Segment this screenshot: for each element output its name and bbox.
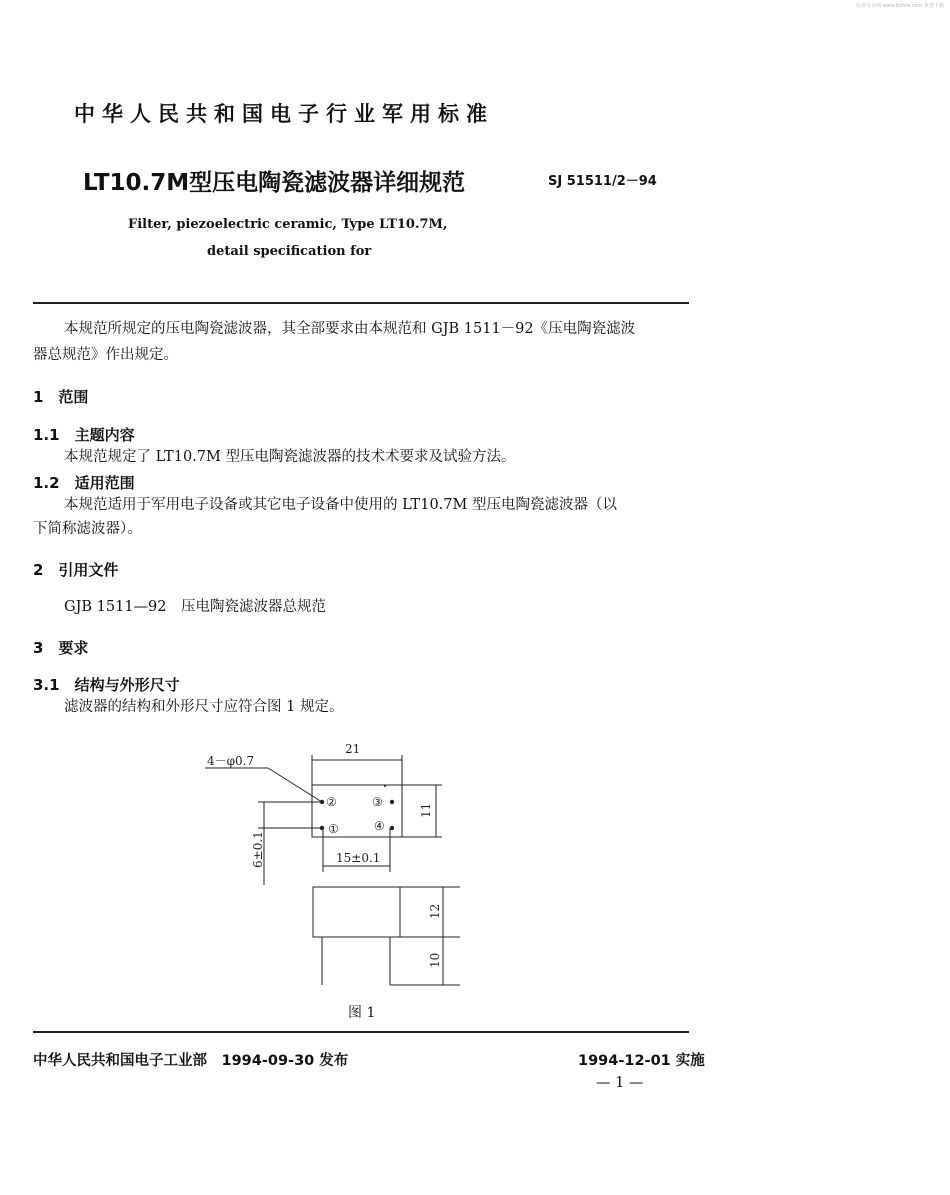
intro-line-2: 器总规范》作出规定。 [33,347,178,363]
section-2-reference: GJB 1511—92 压电陶瓷滤波器总规范 [64,599,327,615]
section-2-heading: 2 引用文件 [33,561,119,579]
section-1-2-line-2: 下简称滤波器）。 [33,521,142,537]
english-title-line-1: Filter, piezoelectric ceramic, Type LT10.7M, [128,217,448,232]
pin-1-label: ① [328,822,339,836]
section-1-2-line-1: 本规范适用于军用电子设备或其它电子设备中使用的 LT10.7M 型压电陶瓷滤波器（以 [64,497,617,513]
footer-divider [33,1031,689,1033]
dim-thickness-label: 12 [428,903,442,919]
section-3-1-heading: 3.1 结构与外形尺寸 [33,676,180,694]
english-title-line-2: detail specification for [207,244,372,259]
standard-header: 中华人民共和国电子行业军用标准 [74,102,494,126]
section-3-1-text: 滤波器的结构和外形尺寸应符合图 1 规定。 [64,699,344,715]
dim-lead-length-label: 10 [428,952,442,968]
intro-line-1: 本规范所规定的压电陶瓷滤波器，其全部要求由本规范和 GJB 1511－92《压电陶瓷滤波 [64,321,636,337]
watermark: 标准分享网 www.bzfxw.com 免费下载 [856,3,944,9]
section-3-heading: 3 要求 [33,639,89,657]
filter-body-top-view [312,785,402,837]
filter-body-side-view [313,887,400,937]
dim-height-label: 11 [419,802,433,818]
dim-hole-label: 4－φ0.7 [207,754,255,768]
effective-date: 1994-12-01 实施 [578,1053,705,1069]
dim-pin-pitch-label: 15±0.1 [336,851,381,865]
section-1-1-text: 本规范规定了 LT10.7M 型压电陶瓷滤波器的技术术要求及试验方法。 [64,449,516,465]
document-title: LT10.7M型压电陶瓷滤波器详细规范 [83,170,466,196]
dim-pin-spacing-label: 6±0.1 [251,831,265,868]
issuer-line: 中华人民共和国电子工业部 1994-09-30 发布 [33,1053,349,1069]
section-1-2-heading: 1.2 适用范围 [33,474,135,492]
pin-3-label: ③ [372,795,383,809]
page-number: — 1 — [596,1075,644,1091]
pin-2-label: ② [326,795,337,809]
pin-4-label: ④ [374,819,385,833]
section-1-1-heading: 1.1 主题内容 [33,426,135,444]
dim-width-label: 21 [345,742,361,756]
standard-code: SJ 51511/2－94 [548,174,657,189]
figure-caption: 图 1 [348,1005,376,1021]
section-1-heading: 1 范围 [33,388,89,406]
